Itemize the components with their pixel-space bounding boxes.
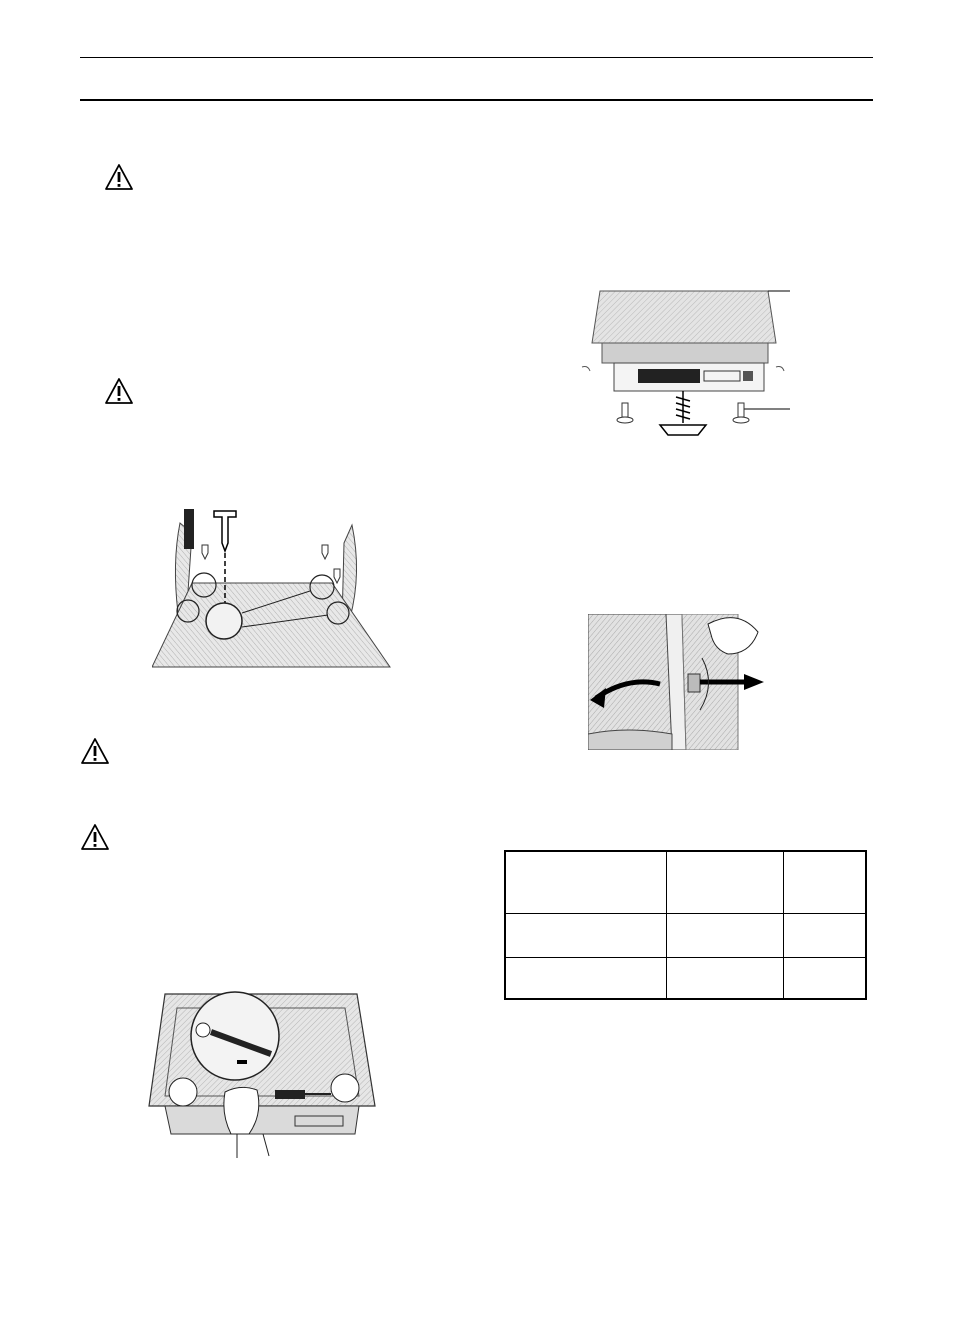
header-rule-bottom [80, 99, 873, 101]
table-cell [505, 913, 667, 957]
table-cell [505, 851, 667, 913]
cabinet-bracket-figure [152, 503, 392, 678]
warning-triangle-icon [104, 377, 134, 405]
spec-table [504, 850, 867, 1000]
warning-triangle-icon [80, 737, 110, 765]
table-cell [784, 957, 867, 999]
table-cell [667, 851, 784, 913]
table-cell [784, 851, 867, 913]
hood-mounting-figure [578, 283, 793, 443]
table-cell [784, 913, 867, 957]
warning-triangle-icon [80, 823, 110, 851]
filter-release-figure [588, 614, 773, 750]
header-rule-top [80, 57, 873, 58]
screwdriver-figure [145, 988, 377, 1158]
table-cell [667, 913, 784, 957]
table-cell [667, 957, 784, 999]
warning-triangle-icon [104, 163, 134, 191]
table-cell [505, 957, 667, 999]
